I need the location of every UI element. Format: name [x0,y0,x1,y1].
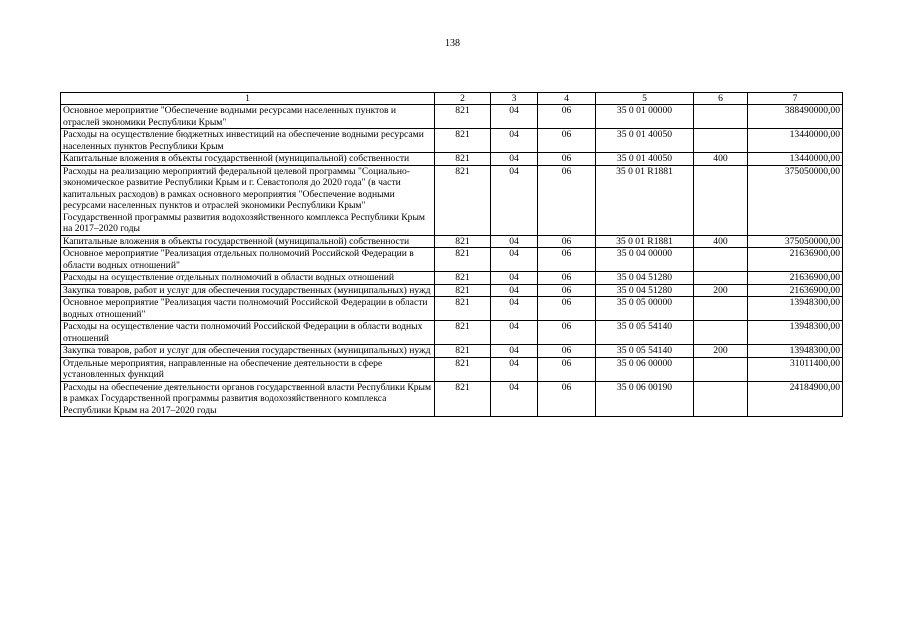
section-cell: 04 [491,381,538,417]
amount-cell: 31011400,00 [748,357,843,381]
subsection-cell: 06 [538,129,596,153]
expense-type-cell [694,272,748,285]
amount-cell: 13948300,00 [748,297,843,321]
row-name-cell: Закупка товаров, работ и услуг для обеспечения государственных (муниципальных) нужд [61,345,435,358]
header-cell: 6 [694,93,748,105]
admin-code-cell: 821 [435,321,491,345]
table-row [61,284,843,297]
subsection-cell: 06 [538,105,596,129]
admin-code-cell: 821 [435,165,491,235]
expense-type-cell [694,321,748,345]
target-article-cell: 35 0 06 00190 [596,381,694,417]
row-name-cell: Основное мероприятие "Реализация части полномочий Российской Федерации в области водных отношений" [61,297,435,321]
target-article-cell: 35 0 01 R1881 [596,165,694,235]
target-article-cell: 35 0 04 00000 [596,248,694,272]
table-row [61,153,843,166]
section-cell: 04 [491,321,538,345]
table-row [61,381,843,417]
subsection-cell: 06 [538,284,596,297]
table-row [61,272,843,285]
budget-table [60,92,843,417]
row-name-cell: Расходы на осуществление бюджетных инвестиций на обеспечение водными ресурсами населенных пунктов Республики Крым [61,129,435,153]
expense-type-cell [694,297,748,321]
section-cell: 04 [491,284,538,297]
header-cell: 3 [491,93,538,105]
expense-type-cell: 400 [694,153,748,166]
page-number: 138 [445,38,460,49]
table-row [61,357,843,381]
target-article-cell: 35 0 05 54140 [596,345,694,358]
amount-cell: 375050000,00 [748,165,843,235]
amount-cell: 13948300,00 [748,321,843,345]
section-cell: 04 [491,272,538,285]
section-cell: 04 [491,105,538,129]
amount-cell: 21636900,00 [748,284,843,297]
amount-cell: 13440000,00 [748,153,843,166]
table-row [61,165,843,235]
amount-cell: 24184900,00 [748,381,843,417]
target-article-cell: 35 0 04 51280 [596,272,694,285]
row-name-cell: Расходы на реализацию мероприятий федеральной целевой программы "Социально-экономическое развитие Республики Крым и г. Севастополя до 2020 года" (в части капитальных расходов) в рамках основного мероприятия "Обеспечение водными ресурсами населенных пунктов и отраслей экономики Республики Крым" Государственной программы развития водохозяйственного комплекса Республики Крым на 2017–2020 годы [61,165,435,235]
target-article-cell: 35 0 06 00000 [596,357,694,381]
expense-type-cell [694,248,748,272]
subsection-cell: 06 [538,165,596,235]
row-name-cell: Капитальные вложения в объекты государственной (муниципальной) собственности [61,153,435,166]
subsection-cell: 06 [538,297,596,321]
header-cell: 5 [596,93,694,105]
subsection-cell: 06 [538,235,596,248]
expense-type-cell [694,381,748,417]
header-cell: 7 [748,93,843,105]
expense-type-cell [694,129,748,153]
amount-cell: 13440000,00 [748,129,843,153]
header-cell: 2 [435,93,491,105]
row-name-cell: Основное мероприятие "Обеспечение водными ресурсами населенных пунктов и отраслей экономики Республики Крым" [61,105,435,129]
admin-code-cell: 821 [435,381,491,417]
header-cell: 1 [61,93,435,105]
target-article-cell: 35 0 01 R1881 [596,235,694,248]
target-article-cell: 35 0 01 00000 [596,105,694,129]
admin-code-cell: 821 [435,284,491,297]
expense-type-cell [694,165,748,235]
subsection-cell: 06 [538,357,596,381]
admin-code-cell: 821 [435,345,491,358]
admin-code-cell: 821 [435,129,491,153]
amount-cell: 13948300,00 [748,345,843,358]
row-name-cell: Закупка товаров, работ и услуг для обеспечения государственных (муниципальных) нужд [61,284,435,297]
expense-type-cell [694,357,748,381]
row-name-cell: Расходы на осуществление отдельных полномочий в области водных отношений [61,272,435,285]
amount-cell: 388490000,00 [748,105,843,129]
amount-cell: 375050000,00 [748,235,843,248]
section-cell: 04 [491,129,538,153]
table-row [61,248,843,272]
target-article-cell: 35 0 05 54140 [596,321,694,345]
table-row [61,129,843,153]
subsection-cell: 06 [538,272,596,285]
subsection-cell: 06 [538,381,596,417]
target-article-cell: 35 0 01 40050 [596,153,694,166]
admin-code-cell: 821 [435,153,491,166]
row-name-cell: Расходы на обеспечение деятельности органов государственной власти Республики Крым в рамках Государственной программы развития водохозяйственного комплекса Республики Крым на 2017–2020 годы [61,381,435,417]
subsection-cell: 06 [538,153,596,166]
section-cell: 04 [491,235,538,248]
target-article-cell: 35 0 01 40050 [596,129,694,153]
table-row [61,297,843,321]
table-row [61,345,843,358]
row-name-cell: Отдельные мероприятия, направленные на обеспечение деятельности в сфере установленных функций [61,357,435,381]
header-row [61,93,843,105]
section-cell: 04 [491,153,538,166]
admin-code-cell: 821 [435,248,491,272]
subsection-cell: 06 [538,248,596,272]
table-row [61,105,843,129]
expense-type-cell: 200 [694,345,748,358]
expense-type-cell [694,105,748,129]
section-cell: 04 [491,297,538,321]
admin-code-cell: 821 [435,357,491,381]
section-cell: 04 [491,165,538,235]
table-row [61,321,843,345]
expense-type-cell: 200 [694,284,748,297]
expense-type-cell: 400 [694,235,748,248]
row-name-cell: Основное мероприятие "Реализация отдельных полномочий Российской Федерации в области водных отношений" [61,248,435,272]
section-cell: 04 [491,345,538,358]
target-article-cell: 35 0 05 00000 [596,297,694,321]
row-name-cell: Капитальные вложения в объекты государственной (муниципальной) собственности [61,235,435,248]
section-cell: 04 [491,357,538,381]
subsection-cell: 06 [538,321,596,345]
amount-cell: 21636900,00 [748,272,843,285]
admin-code-cell: 821 [435,272,491,285]
amount-cell: 21636900,00 [748,248,843,272]
admin-code-cell: 821 [435,235,491,248]
table-row [61,235,843,248]
subsection-cell: 06 [538,345,596,358]
admin-code-cell: 821 [435,297,491,321]
row-name-cell: Расходы на осуществление части полномочий Российской Федерации в области водных отношений [61,321,435,345]
header-cell: 4 [538,93,596,105]
target-article-cell: 35 0 04 51280 [596,284,694,297]
admin-code-cell: 821 [435,105,491,129]
section-cell: 04 [491,248,538,272]
